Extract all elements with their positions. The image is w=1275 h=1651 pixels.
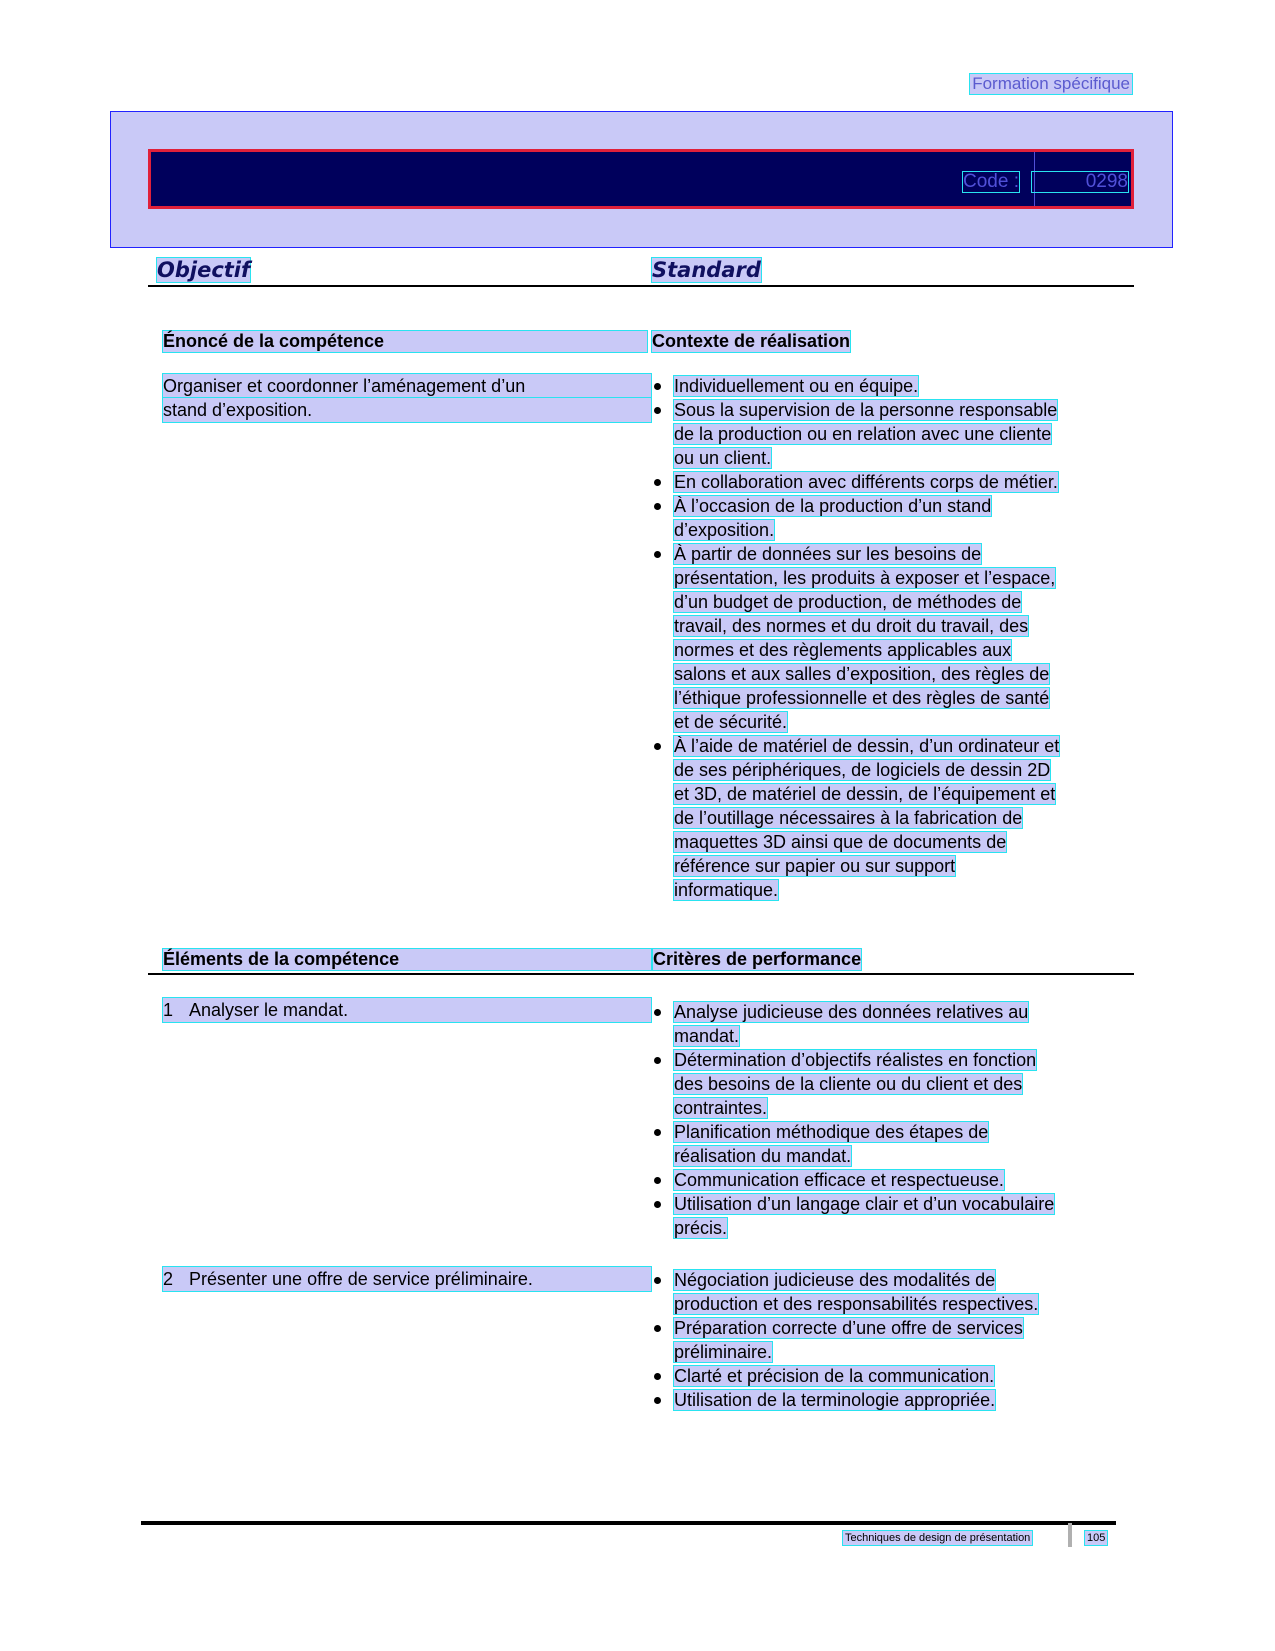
bullet-line: Planification méthodique des étapes de [674, 1122, 989, 1142]
bullet-line: À l’aide de matériel de dessin, d’un ordinateur et [674, 736, 1060, 756]
bullet-item [652, 1000, 1122, 1048]
bullet-icon [654, 1057, 661, 1064]
bullet-line: production et des responsabilités respectives. [674, 1294, 1039, 1314]
bullet-line: d’un budget de production, de méthodes de [674, 592, 1022, 612]
footer-separator [1068, 1523, 1072, 1547]
criteria-title: Critères de performance [653, 949, 862, 969]
statement-line: Organiser et coordonner l’aménagement d’un [163, 374, 651, 398]
element-item-1 [163, 998, 651, 1022]
bullet-line: référence sur papier ou sur support [674, 856, 956, 876]
bullet-item [652, 1048, 1122, 1120]
heading-rule [148, 285, 1134, 287]
bullet-icon [654, 1277, 661, 1284]
bullet-line: ou un client. [674, 448, 772, 468]
bullet-line: des besoins de la cliente ou du client et des [674, 1074, 1023, 1094]
bullet-line: de la production ou en relation avec une cliente [674, 424, 1052, 444]
bullet-line: salons et aux salles d’exposition, des règles de [674, 664, 1050, 684]
bullet-line: Utilisation d’un langage clair et d’un vocabulaire [674, 1194, 1055, 1214]
bullet-item [652, 470, 1122, 494]
bullet-line: maquettes 3D ainsi que de documents de [674, 832, 1007, 852]
bullet-line: réalisation du mandat. [674, 1146, 852, 1166]
bullet-item [652, 1364, 1122, 1388]
bullet-line: présentation, les produits à exposer et l’espace, [674, 568, 1056, 588]
element-number: 1 [163, 1000, 174, 1020]
bullet-line: précis. [674, 1218, 728, 1238]
bullet-icon [654, 1397, 661, 1404]
bullet-line: et de sécurité. [674, 712, 788, 732]
bullet-icon [654, 1373, 661, 1380]
page-number: 105 [1087, 1532, 1106, 1544]
bullet-line: En collaboration avec différents corps de métier. [674, 472, 1058, 492]
bullet-item [652, 494, 1122, 542]
column-heading-standard: Standard [652, 258, 761, 282]
bullet-line: Détermination d’objectifs réalistes en fonction [674, 1050, 1037, 1070]
bullet-line: contraintes. [674, 1098, 768, 1118]
bullet-icon [654, 407, 661, 414]
bullet-line: préliminaire. [674, 1342, 773, 1362]
bullet-line: Utilisation de la terminologie appropriée. [674, 1390, 996, 1410]
bullet-item [652, 1316, 1122, 1364]
bullet-icon [654, 743, 661, 750]
bullet-item [652, 1268, 1122, 1316]
statement-line: stand d’exposition. [163, 398, 651, 422]
context-list [652, 374, 1122, 902]
statement-title: Énoncé de la compétence [163, 331, 647, 352]
code-banner [148, 149, 1134, 209]
bullet-line: travail, des normes et du droit du travail, des [674, 616, 1029, 636]
bullet-item [652, 1388, 1122, 1412]
criteria-list-1 [652, 1000, 1122, 1240]
bullet-icon [654, 1129, 661, 1136]
bullet-line: et 3D, de matériel de dessin, de l’équipement et [674, 784, 1056, 804]
bullet-item [652, 734, 1122, 902]
bullet-line: d’exposition. [674, 520, 775, 540]
bullet-line: Préparation correcte d’une offre de services [674, 1318, 1023, 1338]
bullet-icon [654, 383, 661, 390]
bullet-item [652, 1120, 1122, 1168]
context-title: Contexte de réalisation [652, 331, 851, 351]
bullet-item [652, 1168, 1122, 1192]
elements-rule [148, 973, 1134, 975]
criteria-list-2 [652, 1268, 1122, 1412]
bullet-line: normes et des règlements applicables aux [674, 640, 1012, 660]
bullet-line: Sous la supervision de la personne responsable [674, 400, 1058, 420]
column-heading-objectif: Objectif [157, 258, 251, 282]
code-label: Code : [963, 171, 1019, 192]
element-item-2 [163, 1267, 651, 1291]
bullet-icon [654, 1201, 661, 1208]
bullet-line: de l’outillage nécessaires à la fabrication de [674, 808, 1023, 828]
element-number: 2 [163, 1269, 174, 1289]
element-label: Analyser le mandat. [189, 1000, 349, 1020]
bullet-icon [654, 479, 661, 486]
bullet-line: de ses périphériques, de logiciels de dessin 2D [674, 760, 1051, 780]
bullet-icon [654, 1177, 661, 1184]
bullet-item [652, 542, 1122, 734]
competence-statement [163, 374, 651, 422]
bullet-line: À partir de données sur les besoins de [674, 544, 982, 564]
bullet-line: Négociation judicieuse des modalités de [674, 1270, 996, 1290]
bullet-line: À l’occasion de la production d’un stand [674, 496, 992, 516]
bullet-icon [654, 1009, 661, 1016]
element-label: Présenter une offre de service préliminaire. [189, 1269, 533, 1289]
bullet-line: informatique. [674, 880, 779, 900]
bullet-icon [654, 503, 661, 510]
bullet-line: Communication efficace et respectueuse. [674, 1170, 1004, 1190]
bullet-item [652, 398, 1122, 470]
document-section-label: Formation spécifique [972, 74, 1130, 93]
bullet-line: l’éthique professionnelle et des règles de santé [674, 688, 1050, 708]
bullet-line: mandat. [674, 1026, 740, 1046]
bullet-line: Clarté et précision de la communication. [674, 1366, 995, 1386]
elements-title: Éléments de la compétence [163, 949, 651, 970]
bullet-item [652, 1192, 1122, 1240]
footer-title: Techniques de design de présentation [845, 1532, 1031, 1544]
bullet-line: Individuellement ou en équipe. [674, 376, 919, 396]
bullet-icon [654, 1325, 661, 1332]
bullet-line: Analyse judicieuse des données relatives au [674, 1002, 1029, 1022]
bullet-item [652, 374, 1122, 398]
footer-rule [141, 1521, 1116, 1525]
bullet-icon [654, 551, 661, 558]
code-value: 0298 [1032, 172, 1128, 192]
